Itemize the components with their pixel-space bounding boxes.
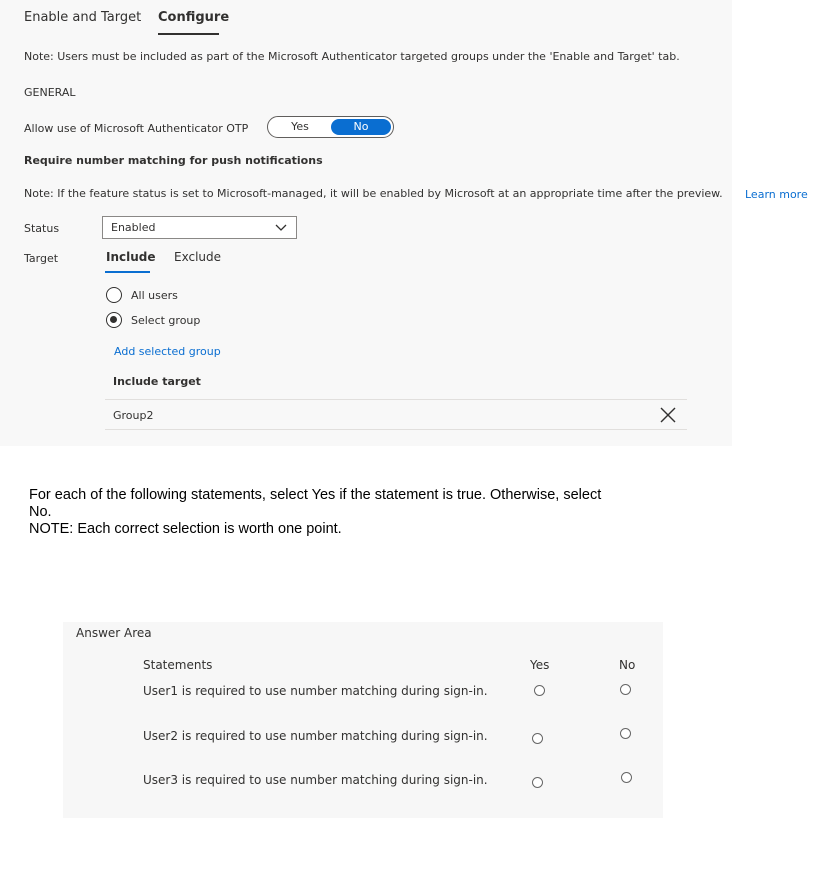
answer-area xyxy=(63,622,663,818)
question-instructions xyxy=(29,487,669,538)
statement-3-yes-radio[interactable] xyxy=(532,777,543,788)
status-label: Status xyxy=(24,222,60,235)
statement-2-no-radio[interactable] xyxy=(620,728,631,739)
add-selected-group-link[interactable]: Add selected group xyxy=(114,345,221,358)
status-dropdown-value: Enabled xyxy=(111,221,156,234)
question-line-2: No. xyxy=(29,504,52,520)
question-line-1: For each of the following statements, select Yes if the statement is true. Otherwise, select xyxy=(29,487,602,503)
group-name-cell: Group2 xyxy=(113,409,154,422)
otp-toggle-no[interactable]: No xyxy=(331,119,391,135)
statement-1-no-radio[interactable] xyxy=(620,684,631,695)
section-general-label: GENERAL xyxy=(24,86,76,99)
question-line-3: NOTE: Each correct selection is worth one point. xyxy=(29,521,342,537)
target-label: Target xyxy=(24,252,59,265)
table-divider-bottom xyxy=(105,429,687,430)
otp-toggle[interactable] xyxy=(267,116,394,138)
include-tab-indicator xyxy=(105,271,150,273)
learn-more-link[interactable]: Learn more xyxy=(745,188,808,201)
include-target-header: Include target xyxy=(113,375,201,388)
radio-select-group-label: Select group xyxy=(131,314,201,327)
otp-toggle-yes[interactable]: Yes xyxy=(291,120,309,133)
statement-3-no-radio[interactable] xyxy=(621,772,632,783)
column-no: No xyxy=(619,658,636,672)
statement-1-yes-radio[interactable] xyxy=(534,685,545,696)
column-statements: Statements xyxy=(143,658,213,672)
statement-3: User3 is required to use number matching during sign-in. xyxy=(143,773,488,787)
number-matching-heading: Require number matching for push notifications xyxy=(24,154,323,167)
note-microsoft-managed: Note: If the feature status is set to Microsoft-managed, it will be enabled by Microsoft at an appropriate time after the preview. xyxy=(24,187,723,200)
tab-exclude[interactable]: Exclude xyxy=(174,250,222,264)
statement-2-yes-radio[interactable] xyxy=(532,733,543,744)
tab-include[interactable]: Include xyxy=(106,250,156,264)
note-targeted-groups: Note: Users must be included as part of the Microsoft Authenticator targeted groups under the 'Enable and Target' tab. xyxy=(24,50,680,63)
otp-label: Allow use of Microsoft Authenticator OTP xyxy=(24,122,249,135)
table-divider-top xyxy=(105,399,687,400)
chevron-down-icon xyxy=(274,220,288,239)
column-yes: Yes xyxy=(530,658,550,672)
answer-area-title: Answer Area xyxy=(76,626,152,640)
radio-select-group[interactable] xyxy=(106,312,122,328)
radio-all-users[interactable] xyxy=(106,287,122,303)
close-icon[interactable] xyxy=(659,406,677,424)
tab-active-indicator xyxy=(158,33,219,35)
statement-2: User2 is required to use number matching during sign-in. xyxy=(143,729,488,743)
radio-all-users-label: All users xyxy=(131,289,178,302)
statement-1: User1 is required to use number matching during sign-in. xyxy=(143,684,488,698)
radio-selected-dot xyxy=(110,316,117,323)
status-dropdown[interactable] xyxy=(102,216,297,239)
tab-configure[interactable]: Configure xyxy=(158,10,230,25)
tab-enable-and-target[interactable]: Enable and Target xyxy=(24,10,142,25)
